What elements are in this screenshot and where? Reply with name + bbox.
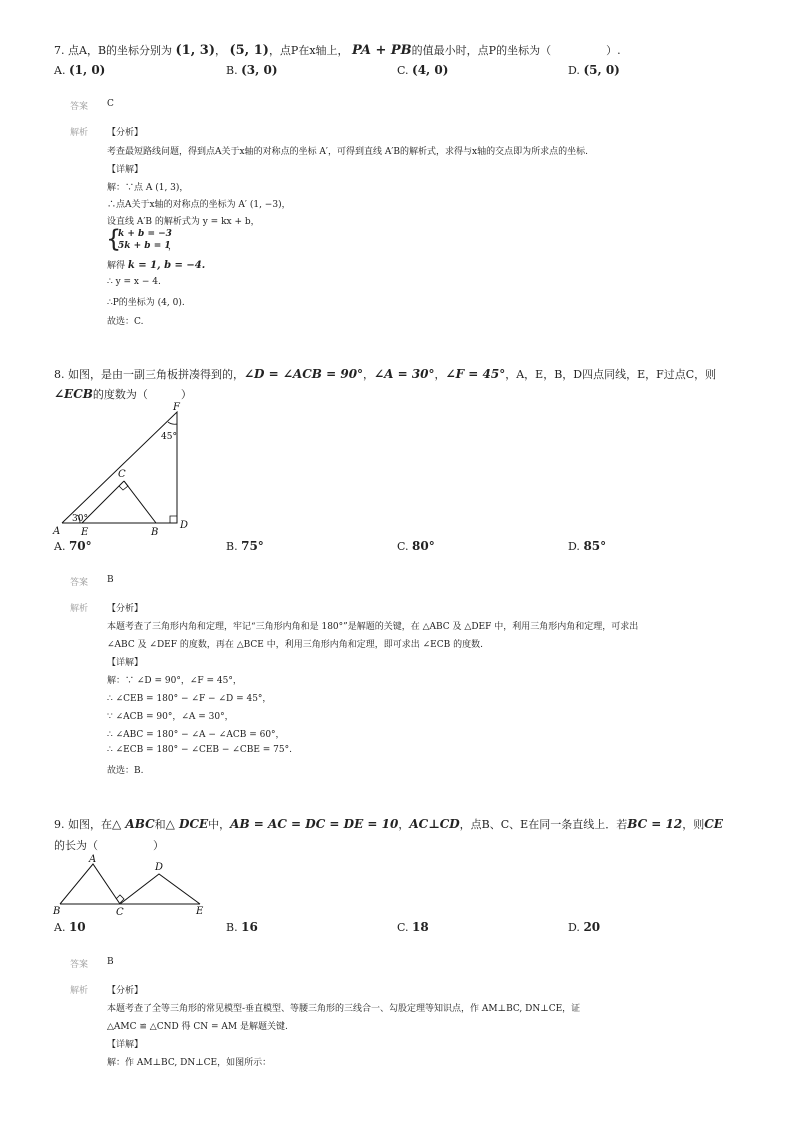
q7-sep: ， bbox=[214, 44, 226, 57]
q9-option-a[interactable] bbox=[54, 920, 86, 934]
q7-option-c[interactable] bbox=[397, 63, 448, 77]
q7-eq2: 5k + b = 1 bbox=[118, 241, 171, 251]
option-letter: A. bbox=[54, 64, 66, 77]
option-value: 20 bbox=[583, 920, 601, 934]
q9-sep-1: ， bbox=[398, 818, 410, 831]
q8-stem bbox=[54, 366, 716, 382]
q7-number: 7. bbox=[54, 44, 65, 57]
option-letter: B. bbox=[226, 64, 238, 77]
q9-answer: B bbox=[107, 957, 114, 967]
q9-expr-3: BC = 12 bbox=[627, 817, 683, 831]
option-letter: D. bbox=[568, 64, 580, 77]
q8-line: ∠ABC 及 ∠DEF 的度数，再在 △BCE 中，利用三角形内角和定理，即可求出 ∠ECB 的度数. bbox=[107, 640, 483, 650]
q7-solve-line bbox=[107, 258, 205, 271]
q7-line: 故选：C. bbox=[107, 317, 144, 327]
point-label-a: A bbox=[89, 854, 97, 865]
q7-eq1: k + b = −3 bbox=[118, 229, 172, 239]
option-value: (5, 0) bbox=[583, 63, 620, 77]
point-label-d: D bbox=[180, 520, 189, 531]
option-letter: C. bbox=[397, 921, 409, 934]
q8-line: ∴ ∠ABC = 180° − ∠A − ∠ACB = 60°， bbox=[107, 730, 285, 740]
q8-expr-4: ∠ECB bbox=[54, 387, 93, 401]
option-letter: C. bbox=[397, 540, 409, 553]
option-value: (3, 0) bbox=[241, 63, 278, 77]
q9-line: 本题考查了全等三角形的常见模型-垂直模型、等腰三角形的三线合一、勾股定理等知识点，作 AM⊥BC, DN⊥CE，证 bbox=[107, 1004, 581, 1014]
q7-line: ∴ y = x − 4. bbox=[107, 277, 161, 287]
q8-stem-text-3: 的度数为（ ） bbox=[92, 388, 192, 401]
option-letter: B. bbox=[226, 540, 238, 553]
option-value: 18 bbox=[412, 920, 429, 934]
q8-answer: B bbox=[107, 575, 114, 585]
q8-line: 本题考查了三角形内角和定理，牢记“三角形内角和是 180°”是解题的关键，在 △ABC 及 △DEF 中，利用三角形内角和定理，可求出 bbox=[107, 622, 639, 632]
option-letter: A. bbox=[54, 540, 66, 553]
point-label-e: E bbox=[81, 527, 89, 538]
q7-line: 考查最短路线问题，得到点A关于x轴的对称点的坐标 A′，可得到直线 A′B的解析式，求得与x轴的交点即为所求点的坐标. bbox=[107, 147, 588, 157]
q7-stem bbox=[54, 42, 621, 58]
q9-tri-2: △ DCE bbox=[165, 817, 209, 831]
q9-stem-text-3: ，点B、C、E在同一条直线上．若 bbox=[459, 818, 628, 831]
q7-option-a[interactable] bbox=[54, 63, 105, 77]
angle-arc-F bbox=[168, 422, 177, 424]
q8-stem-text-2: ，A，E，B，D四点同线，E，F过点C，则 bbox=[505, 368, 717, 381]
option-value: (4, 0) bbox=[412, 63, 449, 77]
point-label-f: F bbox=[173, 402, 180, 413]
q8-line: 解：∵ ∠D = 90°，∠F = 45°， bbox=[107, 676, 242, 686]
point-label-b: B bbox=[151, 527, 159, 538]
q7-stem-text-1: 点A，B的坐标分别为 bbox=[68, 44, 173, 57]
q8-option-c[interactable] bbox=[397, 539, 435, 553]
triangle-ABC bbox=[60, 864, 120, 904]
q8-line: 【分析】 bbox=[107, 604, 144, 614]
q7-point-a: (1, 3) bbox=[175, 43, 215, 58]
q7-system-tail: ， bbox=[168, 242, 178, 252]
q8-expr-2: ∠A = 30° bbox=[374, 367, 435, 381]
q7-answer-label: 答案 bbox=[70, 102, 89, 112]
q8-option-a[interactable] bbox=[54, 539, 92, 553]
q9-option-d[interactable] bbox=[568, 920, 600, 934]
q9-stem-text-2: 中， bbox=[208, 818, 231, 831]
q9-expr-4: CE bbox=[704, 817, 723, 831]
q7-line: 解：∵点 A (1, 3)， bbox=[107, 183, 189, 193]
q8-stem-text-1: 如图，是由一副三角板拼凑得到的， bbox=[68, 368, 244, 381]
option-value: 75° bbox=[241, 539, 264, 553]
q9-and: 和 bbox=[154, 818, 166, 831]
q8-sep-1: ， bbox=[363, 368, 375, 381]
point-label-c: C bbox=[116, 907, 124, 918]
q8-option-d[interactable] bbox=[568, 539, 606, 553]
option-letter: D. bbox=[568, 921, 580, 934]
point-label-b: B bbox=[53, 906, 61, 917]
q9-expr-2: AC⊥CD bbox=[409, 817, 460, 831]
q7-option-b[interactable] bbox=[226, 63, 278, 77]
segment-ADF bbox=[62, 412, 177, 523]
q9-analysis-label: 解析 bbox=[70, 986, 89, 996]
q7-line: 设直线 A′B 的解析式为 y = kx + b， bbox=[107, 217, 260, 227]
q9-line: △AMC ≌ △CND 得 CN = AM 是解题关键. bbox=[107, 1022, 288, 1032]
q7-expr: PA + PB bbox=[352, 43, 412, 58]
point-label-d: D bbox=[155, 862, 164, 873]
q9-expr-1: AB = AC = DC = DE = 10 bbox=[230, 817, 399, 831]
solve-prefix: 解得 bbox=[107, 261, 126, 271]
q7-point-b: (5, 1) bbox=[229, 43, 269, 58]
q7-stem-text-2: ，点P在x轴上， bbox=[268, 44, 349, 57]
option-value: 70° bbox=[68, 539, 92, 553]
angle-label-f: 45° bbox=[161, 432, 177, 442]
q9-stem-line2: 的长为（ ） bbox=[54, 839, 164, 852]
q7-line: ∴点A关于x轴的对称点的坐标为 A′ (1, −3)， bbox=[107, 200, 291, 210]
right-angle-C bbox=[119, 481, 128, 490]
point-label-e: E bbox=[196, 906, 204, 917]
point-label-a: A bbox=[53, 526, 61, 537]
q8-line: 【详解】 bbox=[107, 658, 144, 668]
q9-option-b[interactable] bbox=[226, 920, 258, 934]
q8-answer-label: 答案 bbox=[70, 578, 89, 588]
option-value: 10 bbox=[68, 920, 86, 934]
q9-answer-label: 答案 bbox=[70, 960, 89, 970]
angle-label-a: 30° bbox=[72, 514, 88, 524]
q7-option-d[interactable] bbox=[568, 63, 620, 77]
option-letter: D. bbox=[568, 540, 580, 553]
q9-stem bbox=[54, 816, 723, 832]
q8-expr-3: ∠F = 45° bbox=[445, 367, 506, 381]
q8-number: 8. bbox=[54, 368, 65, 381]
q7-line: ∴P的坐标为 (4, 0). bbox=[107, 298, 185, 308]
q8-analysis-label: 解析 bbox=[70, 604, 89, 614]
q8-line: 故选：B. bbox=[107, 766, 144, 776]
q9-line: 解：作 AM⊥BC, DN⊥CE，如图所示： bbox=[107, 1058, 272, 1068]
q8-expr-1: ∠D = ∠ACB = 90° bbox=[244, 367, 364, 381]
q7-stem-text-3: 的值最小时，点P的坐标为（ ）. bbox=[411, 44, 621, 57]
q7-line: 【分析】 bbox=[107, 128, 144, 138]
q9-figure bbox=[50, 852, 210, 918]
q8-option-b[interactable] bbox=[226, 539, 264, 553]
q7-analysis-label: 解析 bbox=[70, 128, 89, 138]
q8-line: ∴ ∠ECB = 180° − ∠CEB − ∠CBE = 75°. bbox=[107, 745, 292, 755]
point-label-c: C bbox=[118, 469, 126, 480]
option-letter: B. bbox=[226, 921, 238, 934]
segment-CB bbox=[124, 481, 156, 523]
q9-line: 【详解】 bbox=[107, 1040, 144, 1050]
q9-line: 【分析】 bbox=[107, 986, 144, 996]
q7-answer: C bbox=[107, 99, 114, 109]
option-value: 80° bbox=[412, 539, 435, 553]
left-brace: { bbox=[106, 225, 122, 253]
option-value: 85° bbox=[583, 539, 607, 553]
solve-result: k = 1, b = −4. bbox=[127, 260, 206, 271]
triangle-DCE bbox=[120, 874, 200, 904]
option-value: 16 bbox=[241, 920, 258, 934]
right-angle-D bbox=[170, 516, 177, 523]
q9-stem-text-1: 如图，在 bbox=[68, 818, 112, 831]
segment-EC bbox=[82, 481, 124, 523]
q9-option-c[interactable] bbox=[397, 920, 429, 934]
q9-tri-1: △ ABC bbox=[112, 817, 155, 831]
q9-stem-text-4: ，则 bbox=[682, 818, 705, 831]
q8-sep-2: ， bbox=[434, 368, 446, 381]
q8-line: ∵ ∠ACB = 90°，∠A = 30°， bbox=[107, 712, 234, 722]
q7-line: 【详解】 bbox=[107, 165, 144, 175]
option-letter: C. bbox=[397, 64, 409, 77]
q8-line: ∴ ∠CEB = 180° − ∠F − ∠D = 45°， bbox=[107, 694, 272, 704]
q9-number: 9. bbox=[54, 818, 65, 831]
q8-figure bbox=[50, 398, 200, 538]
option-letter: A. bbox=[54, 921, 66, 934]
option-value: (1, 0) bbox=[68, 63, 106, 77]
